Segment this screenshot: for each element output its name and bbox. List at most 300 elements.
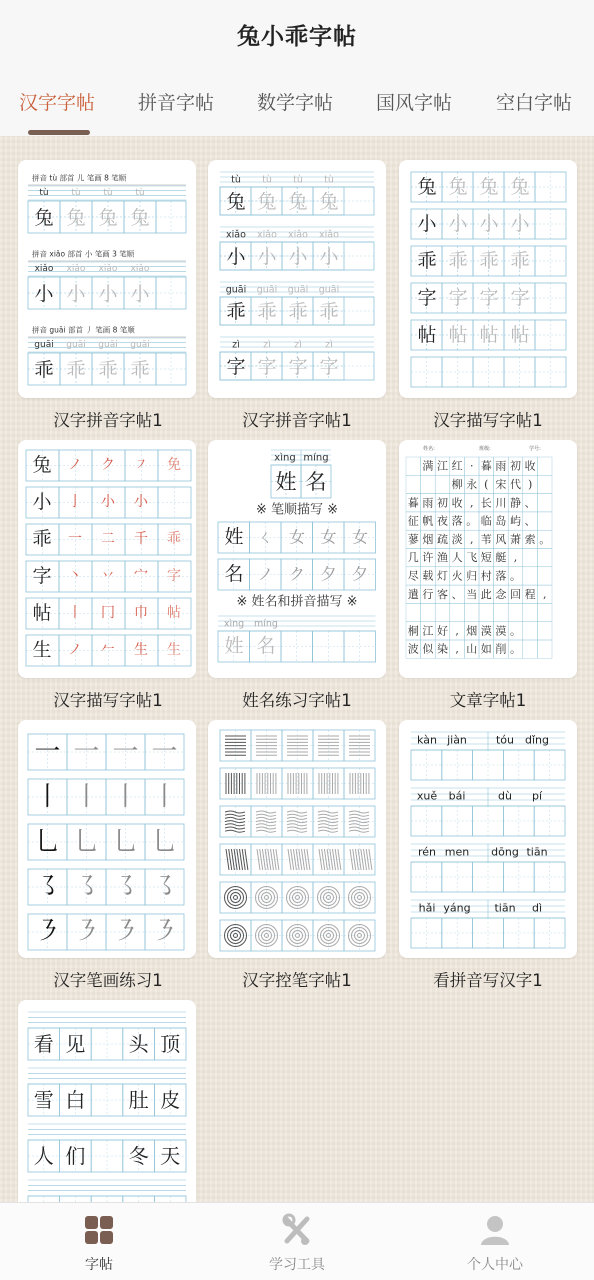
hanzi: 女 xyxy=(351,527,369,547)
article-char: 、 xyxy=(524,496,536,510)
pinyin-text: rén xyxy=(417,845,437,859)
article-char: 淡 xyxy=(451,532,463,546)
article-char: 山 xyxy=(466,642,478,656)
stroke-step: 一 xyxy=(68,531,82,547)
control-pattern xyxy=(287,811,307,813)
article-char: 江 xyxy=(422,624,434,638)
section-title: ※ 姓名和拼音描写 ※ xyxy=(236,594,358,610)
article-char: 。 xyxy=(466,514,478,528)
article-char: 似 xyxy=(422,642,434,656)
grid-cell xyxy=(537,512,552,530)
pinyin-text: dù xyxy=(498,789,512,803)
article-char: 短 xyxy=(480,551,492,565)
pinyin-text: zì xyxy=(263,339,271,351)
stroke-step: 生 xyxy=(167,642,181,658)
hanzi: 兔 xyxy=(98,207,118,229)
stroke-step: ク xyxy=(101,457,115,473)
worksheet-card[interactable] xyxy=(18,720,196,958)
hanzi: 白 xyxy=(65,1088,86,1112)
control-pattern xyxy=(225,827,245,829)
article-char: 岛 xyxy=(495,514,507,528)
control-pattern xyxy=(225,830,245,832)
article-char: 。 xyxy=(510,642,521,656)
hanzi: 见 xyxy=(65,1032,86,1056)
article-char: 临 xyxy=(480,514,492,528)
pinyin-text: dì xyxy=(531,901,543,915)
hanzi: 小 xyxy=(66,283,86,305)
article-char: 客 xyxy=(437,587,448,601)
grid-cell xyxy=(406,603,421,621)
control-pattern xyxy=(302,849,305,870)
stroke-step: 丨 xyxy=(68,605,82,621)
article-char: 风 xyxy=(495,532,507,546)
control-pattern xyxy=(256,814,276,816)
stroke-glyph: 乚 xyxy=(34,827,61,857)
article-char: 初 xyxy=(437,496,448,510)
hanzi: 兔 xyxy=(66,207,86,229)
pinyin-text: guāi xyxy=(98,340,118,350)
hanzi: 头 xyxy=(128,1032,149,1056)
worksheet-card[interactable] xyxy=(399,160,577,398)
pinyin-text: tù xyxy=(71,188,81,198)
nav-label: 字帖 xyxy=(85,1257,113,1273)
article-char: 此 xyxy=(480,587,492,601)
tools-icon xyxy=(281,1213,313,1247)
hanzi: 字 xyxy=(417,287,437,309)
hanzi: ノ xyxy=(257,564,274,584)
hanzi: 姓 xyxy=(224,635,244,657)
worksheet-title[interactable]: 看拼音写汉字1 xyxy=(433,971,543,990)
hanzi: 小 xyxy=(288,246,308,268)
article-char: 代 xyxy=(510,477,521,491)
grid-cell xyxy=(537,622,552,640)
article-char: 落 xyxy=(451,514,463,528)
article-char: 桐 xyxy=(407,624,419,638)
stroke-step: 𠂉 xyxy=(101,642,115,658)
grid-cell xyxy=(537,475,552,493)
control-pattern xyxy=(256,817,276,819)
control-pattern xyxy=(256,824,276,826)
pinyin-text: xiǎo xyxy=(319,229,339,241)
stroke-step: 千 xyxy=(134,531,148,547)
pinyin-text: guāi xyxy=(256,284,278,296)
article-char: 萧 xyxy=(510,532,521,546)
hanzi: 乖 xyxy=(510,250,530,272)
pinyin-text: guāi xyxy=(66,340,86,350)
article-char: , xyxy=(469,496,474,510)
hanzi: 小 xyxy=(226,246,246,268)
grid-cell xyxy=(421,603,436,621)
control-pattern xyxy=(287,814,307,816)
worksheet-title[interactable]: 汉字拼音字帖1 xyxy=(242,411,352,430)
control-pattern xyxy=(287,824,307,826)
hanzi: 姓 xyxy=(275,470,297,494)
stroke-glyph: 丨 xyxy=(34,782,61,812)
control-pattern xyxy=(287,830,307,832)
pinyin-text: tù xyxy=(231,174,241,186)
control-pattern xyxy=(256,827,276,829)
hanzi: 乖 xyxy=(288,301,308,323)
pinyin-text: xiǎo xyxy=(66,264,86,274)
form-label: 班级: xyxy=(479,446,491,452)
hanzi: 小 xyxy=(98,283,118,305)
article-char: 。 xyxy=(510,569,521,583)
article-char: ) xyxy=(527,477,533,491)
hanzi: 字 xyxy=(288,356,308,378)
worksheet-title[interactable]: 文章字帖1 xyxy=(449,691,527,710)
article-char: , xyxy=(455,642,459,656)
control-pattern xyxy=(318,817,338,819)
control-pattern xyxy=(318,811,338,813)
article-char: ( xyxy=(484,477,489,491)
article-char: 渔 xyxy=(437,551,448,565)
article-char: 许 xyxy=(422,551,434,565)
stroke-glyph: 乚 xyxy=(151,827,178,857)
category-tabs xyxy=(0,68,594,136)
article-char: 索 xyxy=(524,532,536,546)
hanzi: 乖 xyxy=(448,250,468,272)
article-char: 漠 xyxy=(495,624,507,638)
pinyin-text: xiǎo xyxy=(257,229,277,241)
stroke-step: ノ xyxy=(68,642,82,658)
person-icon xyxy=(479,1213,511,1247)
hanzi: 乖 xyxy=(226,301,246,323)
hanzi: 人 xyxy=(33,1144,54,1168)
pinyin-text: guāi xyxy=(318,284,340,296)
pinyin-text: kàn xyxy=(417,733,437,747)
pinyin-text: pí xyxy=(531,789,543,803)
pinyin-text: tù xyxy=(135,188,145,198)
worksheet-title[interactable]: 汉字拼音字帖1 xyxy=(53,411,163,430)
worksheet-card[interactable] xyxy=(208,720,386,958)
grid-cell xyxy=(523,567,538,585)
article-char: 雨 xyxy=(495,459,507,473)
stroke-glyph: 一 xyxy=(34,737,61,767)
article-char: 初 xyxy=(510,459,521,473)
grid-cell xyxy=(406,457,421,475)
nav-label: 个人中心 xyxy=(467,1257,523,1273)
pinyin-text: men xyxy=(444,845,470,859)
pinyin-text: guāi xyxy=(225,284,247,296)
hanzi: 女 xyxy=(288,527,306,547)
grid-cell xyxy=(523,640,538,658)
pinyin-text: tù xyxy=(324,174,334,186)
pinyin-text: guāi xyxy=(287,284,309,296)
hanzi: 小 xyxy=(479,213,499,235)
worksheet-card[interactable] xyxy=(18,440,196,678)
pinyin-text: tóu xyxy=(495,733,515,747)
article-char: 几 xyxy=(407,551,419,565)
stroke-glyph: ㇋ xyxy=(34,917,61,947)
control-pattern xyxy=(349,814,369,816)
pinyin-text: tù xyxy=(39,188,49,198)
grid-cell xyxy=(523,603,538,621)
stroke-step: 小 xyxy=(134,494,148,510)
pinyin-text: tiān xyxy=(494,901,516,915)
article-char: 红 xyxy=(451,459,463,473)
stroke-step: 亅 xyxy=(68,494,82,510)
hanzi: 兔 xyxy=(288,191,308,213)
control-pattern xyxy=(318,814,338,816)
active-tab-indicator xyxy=(28,130,90,135)
stroke-step: 小 xyxy=(101,494,115,510)
pinyin-text: dǐng xyxy=(525,733,549,747)
hanzi: 天 xyxy=(160,1144,181,1168)
app-header xyxy=(0,0,594,68)
article-char: 回 xyxy=(510,587,521,601)
grid-icon xyxy=(83,1213,115,1247)
hanzi: 夕 xyxy=(351,564,369,584)
article-char: 削 xyxy=(495,642,507,656)
hanzi: 帖 xyxy=(510,324,530,346)
control-pattern xyxy=(225,811,245,813)
article-char: 当 xyxy=(466,587,478,601)
pinyin-text: bái xyxy=(448,789,466,803)
worksheet-title[interactable]: 汉字控笔字帖1 xyxy=(242,971,352,990)
worksheet-title[interactable]: 汉字描写字帖1 xyxy=(433,411,543,430)
article-char: 疏 xyxy=(437,532,448,546)
control-pattern xyxy=(349,811,369,813)
grid-cell xyxy=(523,549,538,567)
grid-cell xyxy=(494,603,509,621)
article-char: 飞 xyxy=(466,551,478,565)
hanzi: 兔 xyxy=(226,191,246,213)
grid-cell xyxy=(406,475,421,493)
hanzi: ク xyxy=(288,564,306,584)
article-char: 遣 xyxy=(407,587,419,601)
grid-cell xyxy=(435,475,450,493)
hanzi: 兔 xyxy=(479,176,499,198)
article-char: , xyxy=(542,587,547,601)
article-char: 雨 xyxy=(422,496,434,510)
pinyin-text: guāi xyxy=(34,340,54,350)
article-char: 柳 xyxy=(451,477,463,491)
stroke-glyph: 丨 xyxy=(112,782,139,812)
tab-guofeng[interactable]: 国风字帖 xyxy=(376,92,453,114)
tab-math[interactable]: 数学字帖 xyxy=(257,92,334,114)
article-char: 程 xyxy=(524,587,536,601)
stroke-step: ㇇ xyxy=(134,457,148,473)
pinyin-text: tù xyxy=(103,188,113,198)
hanzi: 小 xyxy=(319,246,339,268)
hanzi: 乖 xyxy=(98,359,118,381)
article-char: 波 xyxy=(407,642,419,656)
hanzi: 小 xyxy=(130,283,150,305)
grid-cell xyxy=(537,494,552,512)
stroke-glyph: ㇋ xyxy=(151,917,178,947)
grid-cell xyxy=(464,603,479,621)
stroke-glyph: 乚 xyxy=(73,827,100,857)
nav-worksheets[interactable] xyxy=(0,1203,198,1280)
stroke-step: 巾 xyxy=(134,605,148,621)
stroke-step: 免 xyxy=(167,457,181,473)
hanzi: 乖 xyxy=(257,301,277,323)
hanzi: 乖 xyxy=(417,250,437,272)
grid-cell xyxy=(537,640,552,658)
hanzi: 们 xyxy=(65,1144,86,1168)
hanzi: 帖 xyxy=(448,324,468,346)
hanzi: 兔 xyxy=(319,191,339,213)
hanzi: 兔 xyxy=(448,176,468,198)
article-char: 烟 xyxy=(422,532,434,546)
article-char: 。 xyxy=(510,624,521,638)
control-pattern xyxy=(225,817,245,819)
hanzi: 雪 xyxy=(33,1088,54,1112)
grid-cell xyxy=(537,567,552,585)
tab-hanzi[interactable]: 汉字字帖 xyxy=(19,92,96,114)
hanzi: 小 xyxy=(32,491,52,513)
hanzi: 兔 xyxy=(510,176,530,198)
hanzi: 乖 xyxy=(66,359,86,381)
stroke-step: 丶 xyxy=(68,568,82,584)
tab-blank[interactable]: 空白字帖 xyxy=(496,92,573,114)
article-char: 静 xyxy=(510,496,521,510)
hanzi: 小 xyxy=(510,213,530,235)
stroke-step: 宀 xyxy=(134,568,148,584)
article-char: 宋 xyxy=(495,477,507,491)
pinyin-text: xiǎo xyxy=(130,264,150,274)
tab-pinyin[interactable]: 拼音字帖 xyxy=(138,92,215,114)
article-char: 屿 xyxy=(510,514,521,528)
hanzi: 字 xyxy=(479,287,499,309)
hanzi: 兔 xyxy=(34,207,54,229)
article-char: 归 xyxy=(466,569,478,583)
worksheet-title[interactable]: 汉字笔画练习1 xyxy=(53,971,163,990)
hanzi: 小 xyxy=(448,213,468,235)
article-char: 载 xyxy=(422,569,434,583)
article-char: 行 xyxy=(422,587,434,601)
hanzi: 姓 xyxy=(224,526,244,548)
hanzi: 字 xyxy=(32,565,52,587)
control-pattern xyxy=(349,824,369,826)
worksheet-card[interactable] xyxy=(399,720,577,958)
control-pattern xyxy=(318,830,338,832)
article-char: 如 xyxy=(480,642,492,656)
app-title: 兔小乖字帖 xyxy=(237,23,357,50)
stroke-glyph: 丨 xyxy=(151,782,178,812)
pinyin-text: xìng xyxy=(274,452,296,464)
control-pattern xyxy=(256,830,276,832)
pinyin-text: zì xyxy=(232,339,240,351)
form-label: 姓名: xyxy=(423,446,435,452)
pinyin-text: jiàn xyxy=(447,733,467,747)
article-char: 村 xyxy=(480,569,492,583)
hanzi: 乖 xyxy=(479,250,499,272)
stroke-step: ノ xyxy=(68,457,82,473)
article-char: 染 xyxy=(437,642,448,656)
pinyin-text: xiǎo xyxy=(288,229,308,241)
article-char: 帆 xyxy=(422,514,434,528)
grid-cell xyxy=(523,622,538,640)
stroke-step: 二 xyxy=(101,531,115,547)
grid-cell xyxy=(508,603,523,621)
article-char: 苇 xyxy=(480,532,492,546)
section-title: ※ 笔顺描写 ※ xyxy=(255,502,339,518)
article-char: 念 xyxy=(495,587,507,601)
hanzi: 兔 xyxy=(32,454,52,476)
stroke-step: 冂 xyxy=(101,605,115,621)
worksheet-title[interactable]: 汉字描写字帖1 xyxy=(53,691,163,710)
control-pattern xyxy=(318,824,338,826)
nav-tools[interactable] xyxy=(198,1203,396,1280)
pinyin-text: míng xyxy=(303,452,329,464)
article-char: 。 xyxy=(539,532,551,546)
pinyin-text: xiǎo xyxy=(34,264,54,274)
hanzi: ㄑ xyxy=(257,527,274,547)
control-pattern xyxy=(318,827,338,829)
article-char: 永 xyxy=(466,477,478,491)
pinyin-text: xuě xyxy=(416,789,438,803)
control-pattern xyxy=(256,811,276,813)
article-char: , xyxy=(469,532,474,546)
grid-cell xyxy=(450,603,465,621)
hanzi: 乖 xyxy=(32,528,52,550)
stroke-glyph: ㇌ xyxy=(73,872,100,902)
hanzi: 兔 xyxy=(417,176,437,198)
hanzi: 夕 xyxy=(320,564,337,584)
pinyin-text: tù xyxy=(293,174,303,186)
hanzi: 肚 xyxy=(128,1088,149,1112)
grid-cell xyxy=(537,603,552,621)
nav-label: 学习工具 xyxy=(269,1257,325,1273)
worksheet-title[interactable]: 姓名练习字帖1 xyxy=(242,691,352,710)
stroke-glyph: ㇋ xyxy=(112,917,139,947)
article-char: 漠 xyxy=(480,624,492,638)
worksheet-card[interactable] xyxy=(208,160,386,398)
article-char: 收 xyxy=(451,496,463,510)
hanzi: 皮 xyxy=(160,1088,181,1112)
article-char: 收 xyxy=(524,459,536,473)
hanzi: 字 xyxy=(510,287,530,309)
hanzi: 帖 xyxy=(32,602,52,624)
worksheet-card[interactable] xyxy=(18,1000,196,1202)
stroke-glyph: 丨 xyxy=(73,782,100,812)
stroke-glyph: ㇌ xyxy=(112,872,139,902)
grid-cell xyxy=(537,457,552,475)
stroke-glyph: 一 xyxy=(73,737,100,767)
worksheet-card[interactable] xyxy=(399,440,577,678)
pinyin-text: xiǎo xyxy=(98,264,118,274)
bottom-nav xyxy=(0,1202,594,1280)
stroke-glyph: ㇋ xyxy=(73,917,100,947)
info-bar: 拼音 xiǎo 部首 小 笔画 3 笔顺 xyxy=(32,249,135,259)
worksheet-grid xyxy=(0,136,594,1202)
article-char: 落 xyxy=(495,569,507,583)
worksheet-card[interactable] xyxy=(18,160,196,398)
hanzi: 名 xyxy=(256,635,276,657)
article-char: 暮 xyxy=(407,496,419,510)
hanzi: 名 xyxy=(224,563,244,585)
hanzi: 生 xyxy=(32,639,52,661)
article-char: · xyxy=(469,459,474,473)
grid-cell xyxy=(435,603,450,621)
pinyin-text: xiǎo xyxy=(226,229,246,241)
control-pattern xyxy=(225,824,245,826)
stroke-glyph: 乚 xyxy=(112,827,139,857)
hanzi: 冬 xyxy=(128,1144,149,1168)
hanzi: 乖 xyxy=(319,301,339,323)
stroke-step: 丷 xyxy=(101,568,115,584)
article-char: 满 xyxy=(422,459,434,473)
nav-profile[interactable] xyxy=(396,1203,594,1280)
article-char: , xyxy=(455,624,459,638)
hanzi: 兔 xyxy=(130,207,150,229)
article-char: 、 xyxy=(451,587,463,601)
article-char: 川 xyxy=(495,496,507,510)
worksheet-card[interactable] xyxy=(208,440,386,678)
pinyin-text: zì xyxy=(325,339,333,351)
hanzi: 小 xyxy=(34,283,54,305)
